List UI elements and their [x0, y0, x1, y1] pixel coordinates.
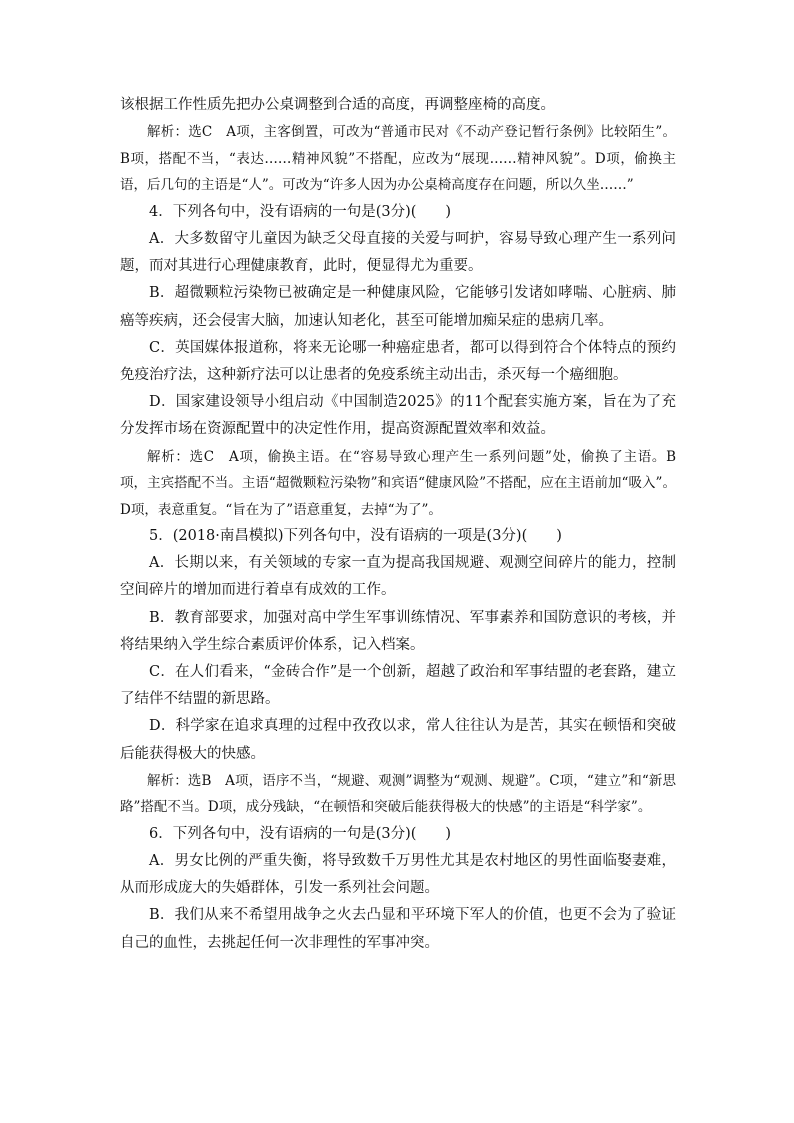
question-6-stem: 6．下列各句中，没有语病的一句是(3分)( ) — [149, 825, 452, 842]
question-5-option-d: D．科学家在追求真理的过程中孜孜以求，常人往往认为是苦，其实在顿悟和突破后能获得极大的快感。 — [120, 718, 676, 762]
question-4-option-c: C．英国媒体报道称，将来无论哪一种癌症患者，都可以得到符合个体特点的预约免疫治疗法，这种新疗法可以让患者的免疫系统主动出击，杀灭每一个癌细胞。 — [120, 339, 676, 383]
question-5-option-a: A．长期以来，有关领域的专家一直为提高我国规避、观测空间碎片的能力，控制空间碎片的增加而进行着卓有成效的工作。 — [120, 555, 676, 599]
question-5-stem: 5．(2018·南昌模拟)下列各句中，没有语病的一项是(3分)( ) — [149, 528, 562, 545]
question-4-option-d: D．国家建设领导小组启动《中国制造2025》的11个配套实施方案，旨在为了充分发挥市场在资源配置中的决定性作用，提高资源配置效率和效益。 — [120, 394, 676, 438]
page-content — [120, 92, 676, 957]
question-4-stem: 4．下列各句中，没有语病的一句是(3分)( ) — [149, 203, 452, 220]
continuation-text: 该根据工作性质先把办公桌调整到合适的高度，再调整座椅的高度。 — [120, 97, 555, 113]
question-6-option-a: A．男女比例的严重失衡，将导致数千万男性尤其是农村地区的男性面临娶妻难，从而形成庞大的失婚群体，引发一系列社会问题。 — [120, 853, 676, 897]
question-6-option-b: B．我们从来不希望用战争之火去凸显和平环境下军人的价值，也更不会为了验证自己的血性，去挑起任何一次非理性的军事冲突。 — [120, 907, 676, 951]
question-4-option-a: A．大多数留守儿童因为缺乏父母直接的关爱与呵护，容易导致心理产生一系列问题，而对其进行心理健康教育，此时，便显得尤为重要。 — [120, 230, 676, 275]
question-4-option-b: B．超微颗粒污染物已被确定是一种健康风险，它能够引发诸如哮喘、心脏病、肺癌等疾病，还会侵害大脑，加速认知老化，甚至可能增加痴呆症的患病几率。 — [120, 285, 676, 329]
analysis-q3: 解析：选C A项，主客倒置，可改为“普通市民对《不动产登记暂行条例》比较陌生”。B项，搭配不当，“表达……精神风貌”不搭配，应改为“展现……精神风貌”。D项，偷换主语，后几句的主语是“人”。可改为“许多人因为办公桌椅高度存在问题，所以久坐……” — [120, 124, 676, 194]
analysis-q5: 解析：选B A项，语序不当，“规避、观测”调整为“观测、规避”。C项，“建立”和“新思路”搭配不当。D项，成分残缺，“在顿悟和突破后能获得极大的快感”的主语是“科学家”。 — [120, 772, 676, 816]
analysis-q4: 解析：选C A项，偷换主语。在“容易导致心理产生一系列问题”处，偷换了主语。B项，主宾搭配不当。主语“超微颗粒污染物”和宾语“健康风险”不搭配，应在主语前加“吸入”。D项，表意重复。“旨在为了”语意重复，去掉“为了”。 — [120, 448, 676, 518]
question-5-option-c: C．在人们看来，“金砖合作”是一个创新，超越了政治和军事结盟的老套路，建立了结伴不结盟的新思路。 — [120, 664, 676, 708]
question-5-option-b: B．教育部要求，加强对高中学生军事训练情况、军事素养和国防意识的考核，并将结果纳入学生综合素质评价体系，记入档案。 — [120, 609, 676, 653]
